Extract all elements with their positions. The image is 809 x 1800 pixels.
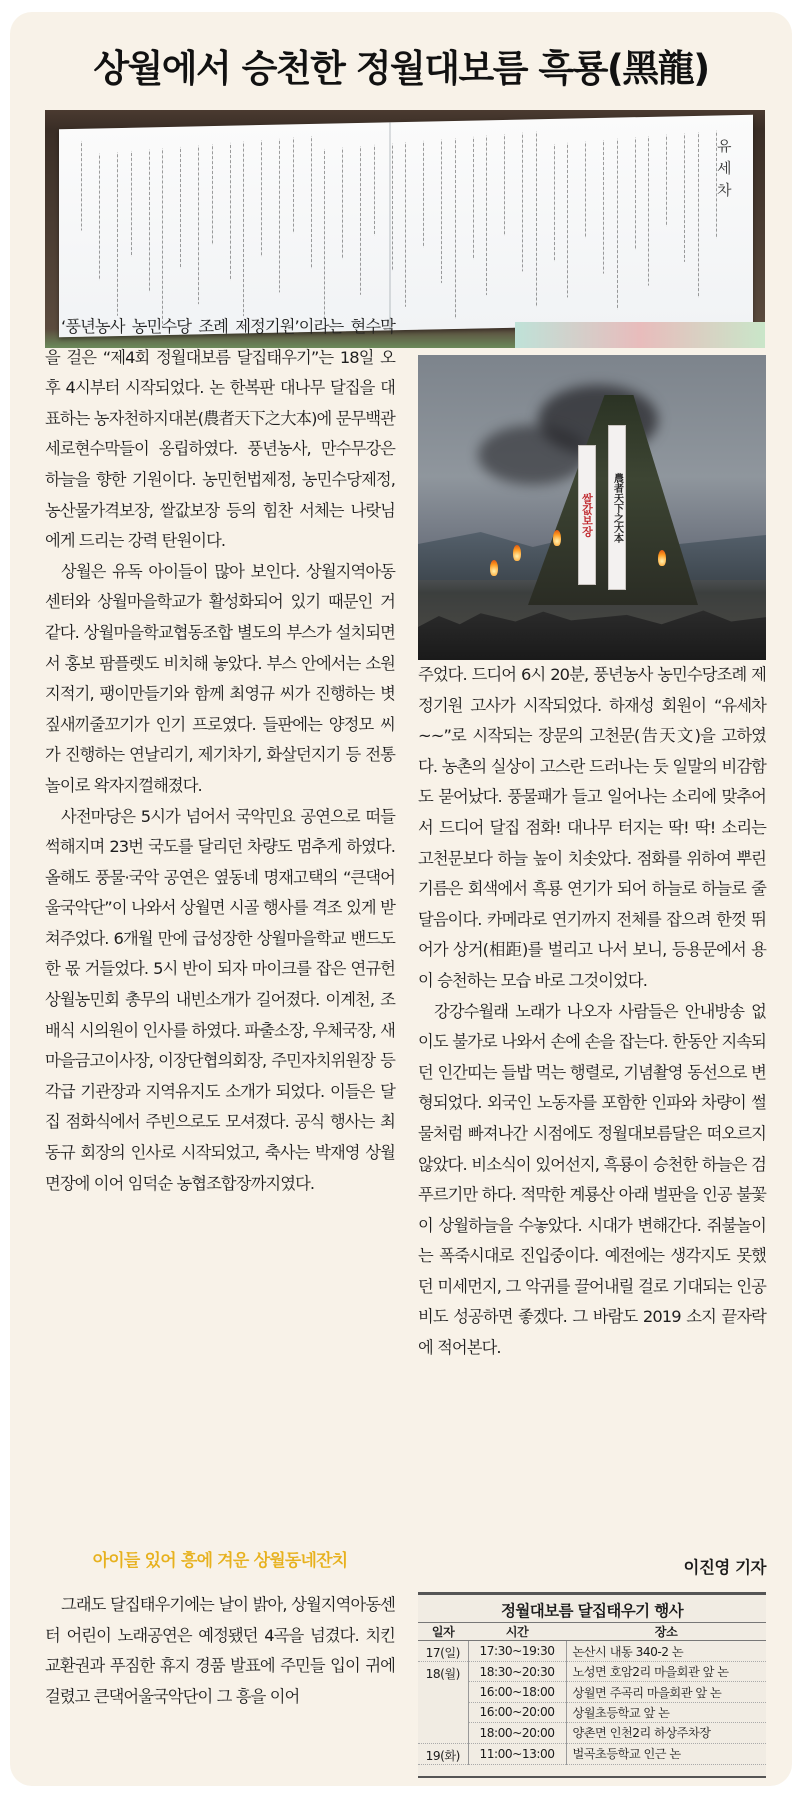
handwriting-stroke [554, 144, 556, 262]
column-header-time: 시간 [468, 1623, 566, 1641]
banner-heading-text: 유세차 [717, 137, 732, 200]
article-right-column [418, 660, 766, 1364]
article-left-column-continued [45, 1590, 395, 1712]
article-left-column [45, 312, 395, 1199]
cell-place: 벌곡초등학교 인근 논 [566, 1743, 766, 1764]
cell-time: 16:00~18:00 [468, 1682, 566, 1702]
table-row [418, 1641, 766, 1662]
cell-date: 17(일) [418, 1641, 468, 1662]
handwriting-stroke [360, 146, 362, 295]
pyre-banner-right [608, 425, 626, 590]
handwriting-stroke [243, 141, 245, 316]
handwriting-stroke [374, 145, 376, 236]
cell-date: 18(월) [418, 1662, 468, 1744]
handwriting-stroke [522, 133, 524, 272]
torch-flame [658, 550, 666, 566]
handwriting-stroke [536, 131, 538, 307]
cell-time: 18:30~20:30 [468, 1662, 566, 1682]
cell-time: 16:00~20:00 [468, 1702, 566, 1722]
paragraph: ‘풍년농사 농민수당 조례 제정기원’이라는 현수막을 걸은 “제4회 정월대보름 달집태우기”는 18일 오후 4시부터 시작되었다. 논 한복판 대나무 달집을 대표하는 농자천하지대본(農者天下之大本)에 문무백관 세로현수막들이 옹립하였다. 풍년농사, 만수무강은 하늘을 향한 기원이다. 농민헌법제정, 농민수당제정, 농산물가격보장, 쌀값보장 등의 힘찬 서체는 나랏님에게 드리는 강력 탄원이다. [45, 317, 395, 551]
handwriting-stroke [392, 143, 394, 271]
handwriting-stroke [567, 143, 569, 298]
column-header-date: 일자 [418, 1623, 468, 1641]
handwriting-stroke [180, 147, 182, 269]
column-header-place: 장소 [566, 1623, 766, 1641]
pyre-banner-right-text: 農者天下之大本 [611, 472, 623, 543]
cell-time: 18:00~20:00 [468, 1723, 566, 1743]
handwriting-stroke [131, 151, 133, 257]
handwriting-stroke [311, 136, 313, 269]
torch-flame [553, 530, 561, 546]
handwriting-stroke [261, 140, 263, 257]
cell-time: 11:00~13:00 [468, 1743, 566, 1764]
paragraph: 그래도 달집태우기에는 날이 밝아, 상월지역아동센터 어린이 노래공연은 예정됐던 4곡을 넘겼다. 치킨교환권과 푸짐한 휴지 경품 발표에 주민들 입이 귀에 걸렸고 큰댁어울국악단이 그 흥을 이어 [45, 1595, 395, 1706]
smoke [478, 425, 588, 485]
cell-place: 상월면 주곡리 마을회관 앞 논 [566, 1682, 766, 1702]
handwriting-stroke [585, 141, 587, 238]
ground-cloth [515, 322, 765, 348]
handwriting-stroke [405, 142, 407, 307]
handwriting-stroke [648, 136, 650, 286]
paragraph: 강강수월래 노래가 나오자 사람들은 안내방송 없이도 불가로 나와서 손에 손을 잡는다. 한동안 지속되던 인간띠는 들밥 먹는 행렬로, 기념촬영 동선으로 변형되었다. 외국인 노동자를 포함한 인파와 차량이 썰물처럼 빠져나간 시점에도 정월대보름달은 떠오르지 않았다. 비소식이 있어선지, 흑룡이 승천한 하늘은 검푸르기만 하다. 적막한 계룡산 아래 벌판을 인공 불꽃이 상월하늘을 수놓았다. 시대가 변해간다. 쥐불놀이는 폭죽시대로 진입중이다. 예전에는 생각지도 못했던 미세먼지, 그 악귀를 끌어내릴 걸로 기대되는 인공비도 성공하면 좋겠다. 그 바람도 2019 소지 끝자락에 적어본다. [418, 1001, 766, 1358]
torch-flame [490, 560, 498, 576]
handwriting-stroke [441, 139, 443, 283]
crowd-silhouette [418, 605, 766, 660]
event-schedule-title: 정월대보름 달집태우기 행사 [500, 1602, 684, 1620]
paragraph: 사전마당은 5시가 넘어서 국악민요 공연으로 떠들썩해지며 23번 국도를 달리던 차량도 멈추게 하였다. 올해도 풍물·국악 공연은 옆동네 명재고택의 “큰댁어울국악단”이 나와서 상월면 시골 행사를 격조 있게 받쳐주었다. 6개월 만에 급성장한 상월마을학교 밴드도 한 몫 거들었다. 5시 반이 되자 마이크를 잡은 연규헌 상월농민회 총무의 내빈소개가 길어졌다. 이계천, 조배식 시의원이 인사를 하였다. 파출소장, 우체국장, 새마을금고이사장, 이장단협의회장, 주민자치위원장 등 각급 기관장과 지역유지도 소개가 되었다. 이들은 달집 점화식에서 주빈으로도 모셔졌다. 공식 행사는 최동규 회장의 인사로 시작되었고, 축사는 박재영 상월면장에 이어 임덕순 농협조합장까지였다. [45, 806, 395, 1193]
handwriting-stroke [324, 149, 326, 319]
article-page [10, 12, 792, 1786]
article-subhead: 아이들 있어 흥에 겨운 상월동네잔치 [92, 1551, 348, 1571]
cell-place: 노성면 호암2리 마을회관 앞 논 [566, 1662, 766, 1682]
handwriting-lines [59, 115, 753, 130]
byline: 이진영 기자 [683, 1558, 766, 1577]
handwriting-stroke [504, 134, 506, 236]
handwriting-stroke [455, 138, 457, 319]
table-row [418, 1662, 766, 1682]
cell-place: 상월초등학교 앞 논 [566, 1702, 766, 1722]
table-row [418, 1723, 766, 1743]
handwriting-stroke [684, 133, 686, 262]
handwriting-stroke [617, 139, 619, 310]
banner-cloth [59, 115, 753, 338]
table-header-row [418, 1623, 766, 1641]
handwriting-stroke [198, 145, 200, 304]
handwriting-stroke [230, 143, 232, 281]
handwriting-stroke [342, 147, 344, 259]
handwriting-stroke [473, 137, 475, 260]
handwriting-stroke [698, 132, 700, 298]
photo-bonfire [418, 355, 766, 660]
handwriting-stroke [149, 149, 151, 292]
banner-fold [389, 122, 391, 330]
handwriting-stroke [666, 135, 668, 227]
event-schedule-table [418, 1622, 766, 1765]
handwriting-stroke [117, 152, 119, 316]
event-schedule-box [418, 1592, 766, 1778]
handwriting-stroke [279, 139, 281, 293]
handwriting-stroke [81, 141, 83, 231]
cell-place: 양촌면 인천2리 하상주차장 [566, 1723, 766, 1743]
handwriting-stroke [293, 137, 295, 233]
pyre-banner-left [578, 445, 596, 585]
torch-flame [513, 545, 521, 561]
cell-date: 19(화) [418, 1743, 468, 1764]
cell-time: 17:30~19:30 [468, 1641, 566, 1662]
article-title: 상월에서 승천한 정월대보름 흑룡(黑龍) [93, 47, 709, 90]
handwriting-stroke [603, 140, 605, 274]
cell-place: 논산시 내동 340-2 논 [566, 1641, 766, 1662]
paragraph: 상월은 유독 아이들이 많아 보인다. 상월지역아동센터와 상월마을학교가 활성화되어 있기 때문인 거 같다. 상월마을학교협동조합 별도의 부스가 설치되면서 홍보 팜플렛도 비치해 놓았다. 부스 안에서는 소원지적기, 팽이만들기와 함께 최영규 씨가 진행하는 볏짚새끼줄꼬기가 인기 프로였다. 들판에는 양정모 씨가 진행하는 연날리기, 제기차기, 화살던지기 등 전통놀이로 왁자지껄해졌다. [45, 561, 395, 795]
handwriting-stroke [162, 148, 164, 328]
handwriting-stroke [486, 135, 488, 295]
table-row [418, 1743, 766, 1764]
table-row [418, 1682, 766, 1702]
table-row [418, 1702, 766, 1722]
handwriting-stroke [99, 153, 101, 280]
handwriting-stroke [635, 137, 637, 250]
paragraph: 주었다. 드디어 6시 20분, 풍년농사 농민수당조례 제정기원 고사가 시작되었다. 하재성 회원이 “유세차~~”로 시작되는 장문의 고천문(告天文)을 고하였다. 농촌의 실상이 고스란 드러나는 듯 일말의 비감함도 묻어났다. 풍물패가 들고 일어나는 소리에 맞추어서 드디어 달집 점화! 대나무 터지는 딱! 딱! 소리는 고천문보다 하늘 높이 치솟았다. 점화를 위하여 뿌린 기름은 회색에서 흑룡 연기가 되어 하늘로 하늘로 줄달음이다. 카메라로 연기까지 전체를 잡으려 한껏 뛰어가 상거(相距)를 벌리고 나서 보니, 등용문에서 용이 승천하는 모습 바로 그것이었다. [418, 665, 766, 990]
handwriting-stroke [423, 141, 425, 248]
handwriting-stroke [212, 144, 214, 245]
pyre-banner-left-text: 쌀값보장 [580, 493, 594, 537]
